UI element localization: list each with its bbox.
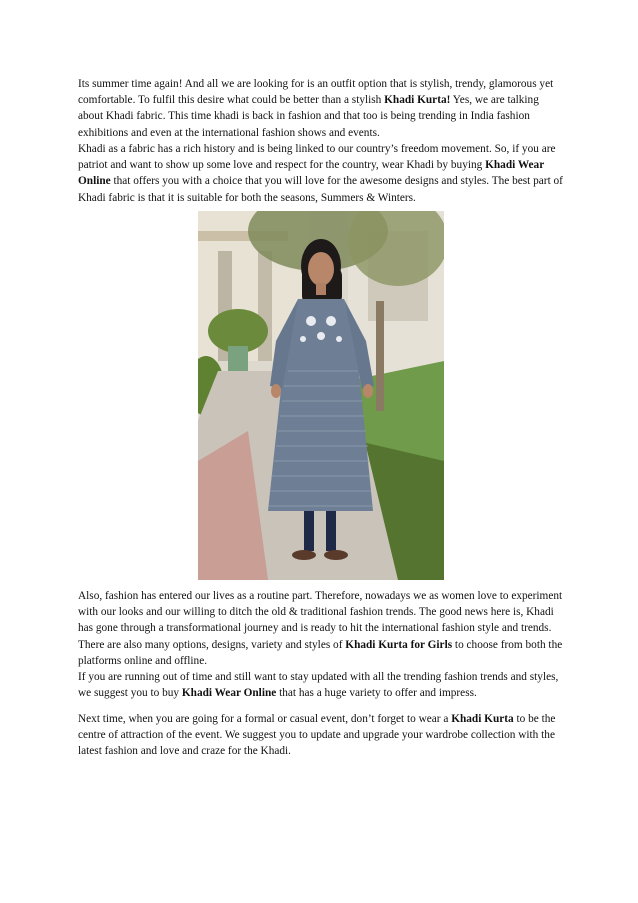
kurta-model-photo xyxy=(198,211,444,580)
bold-keyword: Khadi Kurta for Girls xyxy=(345,638,453,651)
text-segment: that has a huge variety to offer and impress. xyxy=(276,687,477,700)
bold-keyword: Khadi Kurta xyxy=(451,713,514,725)
text-segment: If you are running out of time and still want to stay updated with all the trending fashion trends and styles, we suggest you to buy xyxy=(78,671,559,700)
text-segment: Next time, when you are going for a formal or casual event, don’t forget to wear a xyxy=(78,713,452,725)
paragraph-intro xyxy=(78,76,564,141)
text-segment: that offers you with a choice that you will love for the awesome designs and styles. The best part of Khadi fabric is that it is suitable for both the seasons, Summers & Winters. xyxy=(78,175,563,204)
text-segment: Yes, we are talking about Khadi fabric. This time khadi is back in fashion and that too is being trending in India fashion exhibitions and even at the international fashion shows and events. xyxy=(78,94,539,139)
text-segment: Its summer time again! And all we are looking for is an outfit option that is stylish, trendy, glamorous yet comfortable. To fulfil this desire what could be better than a stylish xyxy=(78,78,554,107)
text-segment: to be the centre of attraction of the event. We suggest you to update and upgrade your wardrobe collection with the latest fashion and love and craze for the Khadi. xyxy=(78,713,556,758)
paragraph-next-time xyxy=(78,711,564,760)
text-segment: Also, fashion has entered our lives as a routine part. Therefore, nowadays we as women love to experiment with our looks and our willing to ditch the old & traditional fashion trends. The good news here is, Khadi has gone through a transformational journey and is ready to hit the international fashion style and trends. There are also many options, designs, variety and styles of xyxy=(78,590,563,651)
paragraph-history xyxy=(78,141,564,206)
paragraph-fashion xyxy=(78,588,564,669)
bold-keyword: Khadi Wear Online xyxy=(78,159,545,188)
paragraph-buy-online xyxy=(78,669,564,701)
text-segment: Khadi as a fabric has a rich history and is being linked to our country’s freedom movement. So, if you are patriot and want to show up some love and respect for the country, wear Khadi by buying xyxy=(78,143,556,172)
bold-keyword: Khadi Kurta! xyxy=(384,94,451,107)
bold-keyword: Khadi Wear Online xyxy=(181,687,277,700)
text-segment: to choose from both the platforms online and offline. xyxy=(78,638,563,667)
